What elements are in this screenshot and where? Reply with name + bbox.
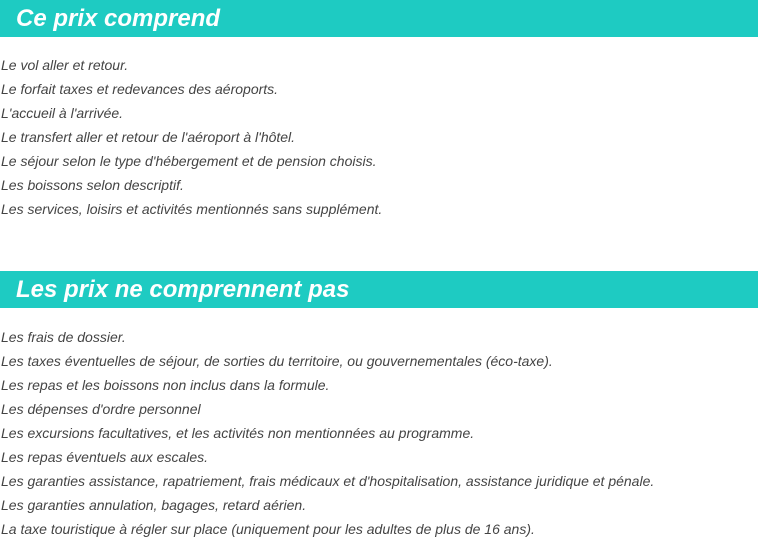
list-item: Le séjour selon le type d'hébergement et de pension choisis. [1, 153, 377, 169]
price-includes-title: Ce prix comprend [16, 5, 221, 32]
price-includes-list [0, 37, 758, 221]
price-excludes-list [0, 308, 758, 541]
price-includes-banner [0, 0, 758, 37]
list-item: Le transfert aller et retour de l'aéroport à l'hôtel. [1, 129, 296, 145]
list-item: Les taxes éventuelles de séjour, de sorties du territoire, ou gouvernementales (éco-taxe). [1, 353, 553, 369]
list-item: L'accueil à l'arrivée. [1, 105, 124, 121]
price-excludes-title: Les prix ne comprennent pas [16, 276, 350, 303]
list-item: Le vol aller et retour. [1, 57, 129, 73]
price-excludes-section [0, 271, 758, 541]
list-item: Les repas et les boissons non inclus dans la formule. [1, 377, 330, 393]
list-item: Les garanties annulation, bagages, retard aérien. [1, 497, 307, 513]
list-item: Les repas éventuels aux escales. [1, 449, 209, 465]
list-item: Les services, loisirs et activités mentionnés sans supplément. [1, 201, 383, 217]
price-excludes-banner [0, 271, 758, 308]
list-item: Le forfait taxes et redevances des aéroports. [1, 81, 279, 97]
price-includes-section [0, 0, 758, 221]
list-item: Les frais de dossier. [1, 329, 126, 345]
list-item: La taxe touristique à régler sur place (uniquement pour les adultes de plus de 16 ans). [1, 521, 535, 537]
list-item: Les boissons selon descriptif. [1, 177, 184, 193]
list-item: Les excursions facultatives, et les activités non mentionnées au programme. [1, 425, 475, 441]
list-item: Les garanties assistance, rapatriement, frais médicaux et d'hospitalisation, assistance juridique et pénale. [1, 473, 655, 489]
list-item: Les dépenses d'ordre personnel [1, 401, 201, 417]
